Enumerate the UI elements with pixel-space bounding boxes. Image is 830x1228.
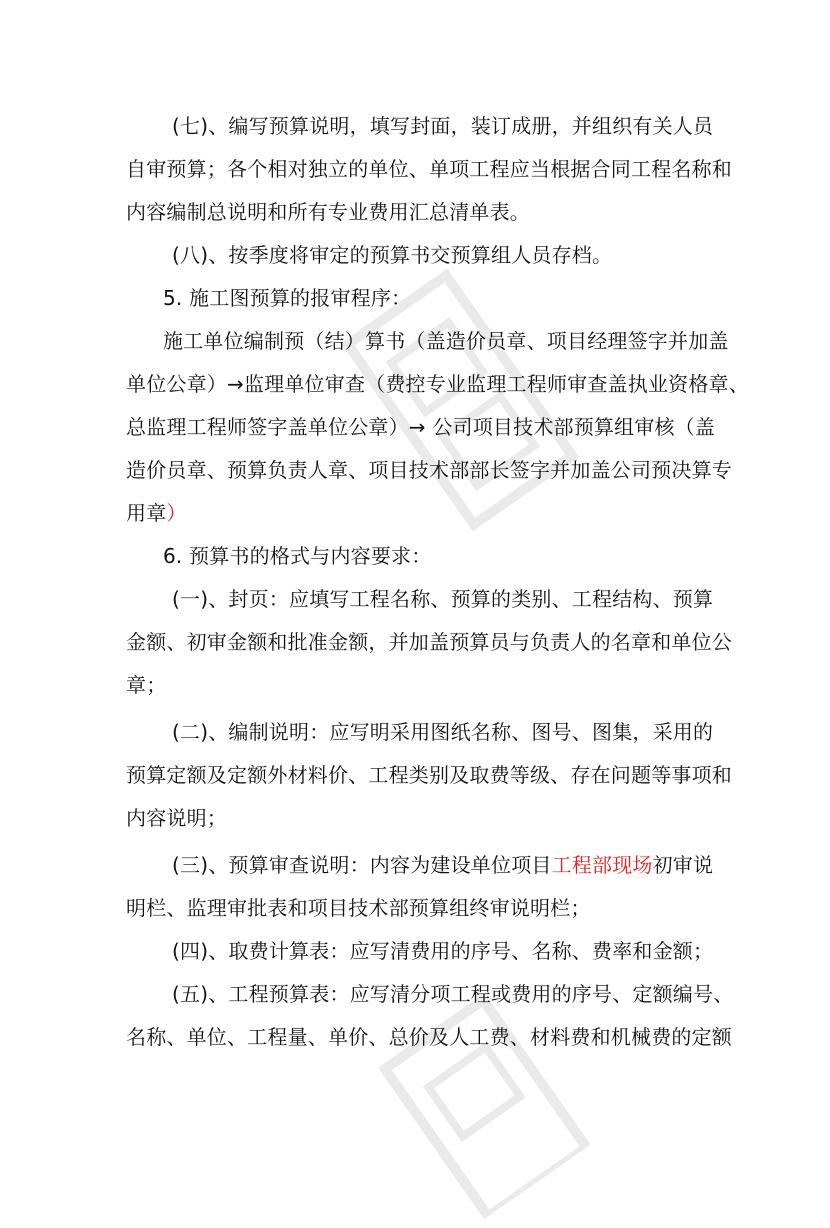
paragraph-line: 内容编制总说明和所有专业费用汇总清单表。 — [126, 200, 530, 224]
paragraph-line: 施工单位编制预（结）算书（盖造价员章、项目经理签字并加盖 — [163, 329, 729, 353]
paragraph-line: (五)、工程预算表：应写清分项工程或费用的序号、定额编号、 — [172, 982, 734, 1006]
paragraph-line: 造价员章、预算负责人章、项目技术部部长签字并加盖公司预决算专 — [126, 458, 732, 482]
highlight-text: 工程部现场 — [551, 853, 653, 877]
paragraph-line: 单位公章）→监理单位审查（费控专业监理工程师审查盖执业资格章、 — [126, 372, 749, 396]
paragraph-line: (七)、编写预算说明，填写封面，装订成册，并组织有关人员 — [172, 114, 714, 138]
highlight-text: ） — [166, 501, 187, 525]
line-text: 用章 — [126, 501, 167, 525]
paragraph-line: (四)、取费计算表：应写清费用的序号、名称、费率和金额； — [172, 939, 714, 963]
section-heading: 5. 施工图预算的报审程序： — [163, 286, 412, 310]
paragraph-line: (二)、编制说明：应写明采用图纸名称、图号、图集，采用的 — [172, 720, 714, 744]
paragraph-line: 预算定额及定额外材料价、工程类别及取费等级、存在问题等事项和 — [126, 763, 732, 787]
paragraph-line — [172, 851, 713, 879]
line-text: (三)、预算审查说明：内容为建设单位项目 — [172, 853, 552, 877]
paragraph-line: 章； — [126, 673, 167, 697]
paragraph-line: 总监理工程师签字盖单位公章）→ 公司项目技术部预算组审核（盖 — [126, 415, 716, 439]
paragraph-line: 自审预算；各个相对独立的单位、单项工程应当根据合同工程名称和 — [126, 157, 732, 181]
paragraph-line: (八)、按季度将审定的预算书交预算组人员存档。 — [172, 243, 613, 267]
paragraph-line: 金额、初审金额和批准金额，并加盖预算员与负责人的名章和单位公 — [126, 630, 732, 654]
paragraph-line — [126, 499, 187, 527]
watermark-icon — [357, 972, 603, 1228]
paragraph-line: 名称、单位、工程量、单价、总价及人工费、材料费和机械费的定额 — [126, 1025, 732, 1049]
section-heading: 6. 预算书的格式与内容要求： — [163, 544, 432, 568]
paragraph-line: 内容说明； — [126, 806, 227, 830]
line-text: 初审说 — [652, 853, 714, 877]
paragraph-line: 明栏、监理审批表和项目技术部预算组终审说明栏； — [126, 896, 591, 920]
paragraph-line: (一)、封页：应填写工程名称、预算的类别、工程结构、预算 — [172, 587, 714, 611]
